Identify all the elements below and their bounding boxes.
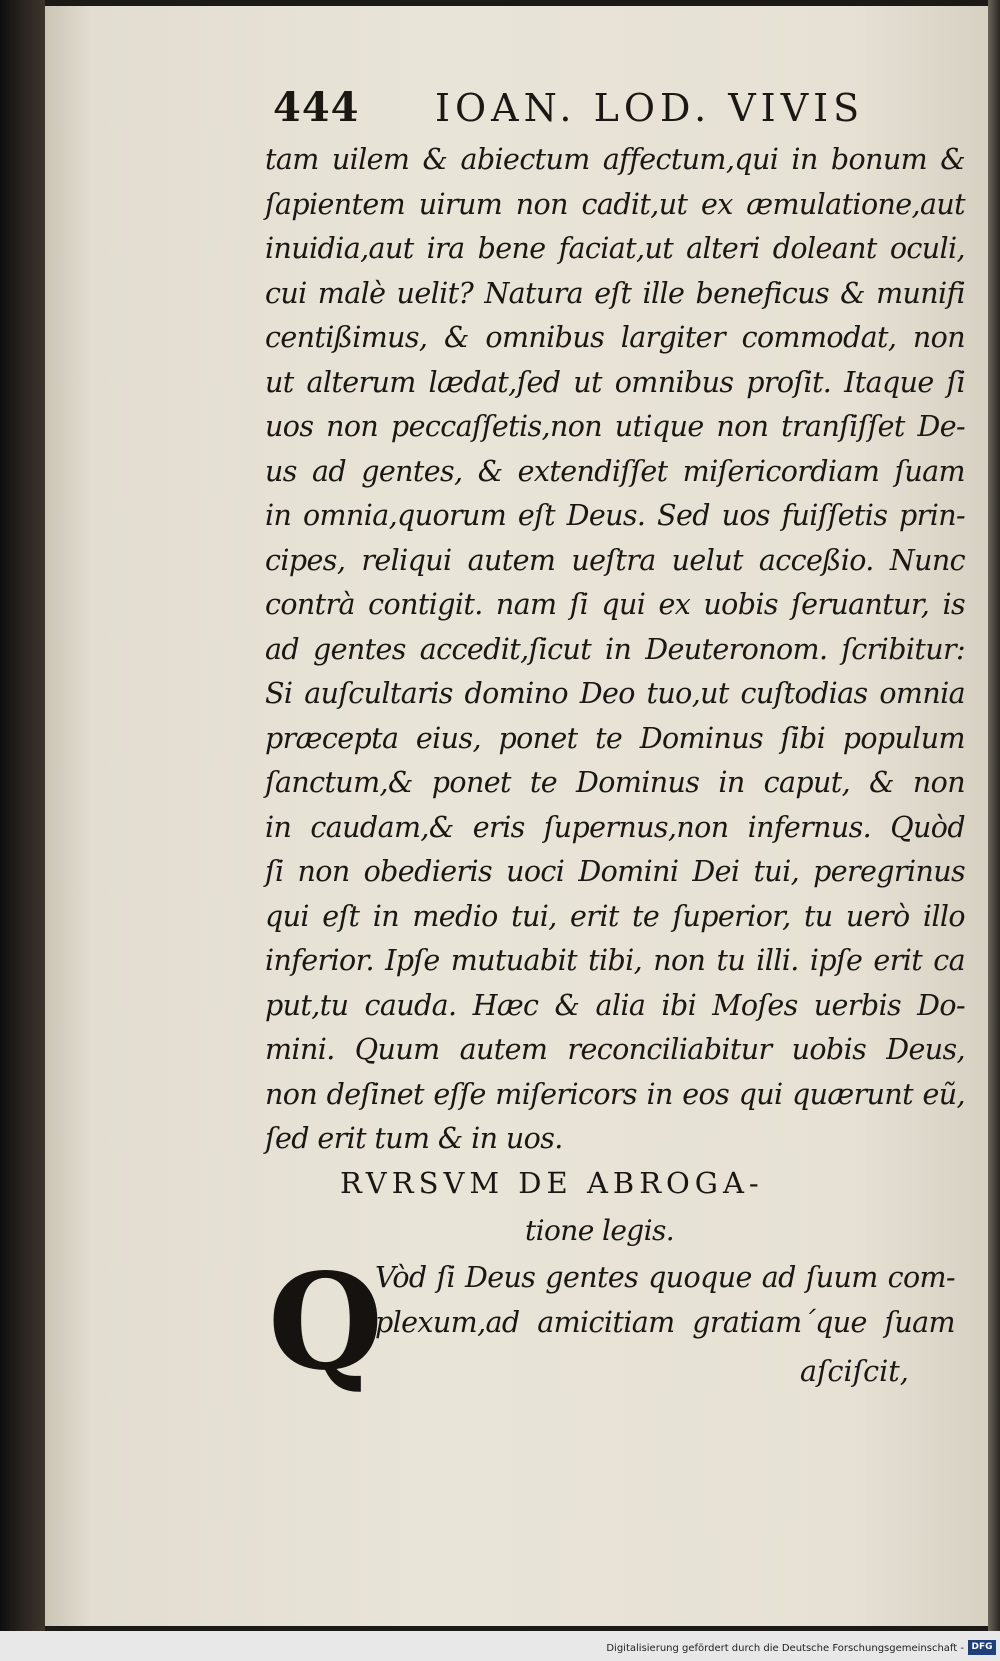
- book-spine: [0, 0, 45, 1631]
- text-line: in omnia,quorum eſt Deus. Sed uos fuiſſetis prin-: [265, 499, 965, 532]
- paragraph-two: [375, 1256, 955, 1345]
- text-line: put,tu cauda. Hæc & alia ibi Moſes uerbis Do-: [265, 988, 965, 1022]
- text-line: ſi non obedieris uoci Domini Dei tui, peregrinus: [265, 855, 965, 888]
- text-line: contrà contigit. nam ſi qui ex uobis ſeruantur, is: [265, 588, 965, 621]
- text-line: us ad gentes, & extendiſſet miſericordiam ſuam: [265, 454, 965, 488]
- digitization-credit: Digitalisierung gefördert durch die Deutsche Forschungsgemeinschaft -: [606, 1643, 964, 1654]
- section-heading: [340, 1166, 900, 1247]
- text-line: præcepta eius, ponet te Dominus ſibi populum: [265, 721, 965, 755]
- drop-cap: Q: [268, 1245, 383, 1400]
- text-line: ſapientem uirum non cadit,ut ex æmulatione,aut: [265, 187, 965, 221]
- page-header: [273, 84, 873, 134]
- text-line: ſed erit tum & in uos.: [265, 1122, 563, 1155]
- text-line: mini. Quum autem reconciliabitur uobis Deus,: [265, 1033, 965, 1066]
- text-line: uos non peccaſſetis,non utique non tranſiſſet De-: [265, 410, 965, 443]
- text-line: Si auſcultaris domino Deo tuo,ut cuſtodias omnia: [265, 677, 965, 710]
- catchword: aſciſcit,: [800, 1355, 909, 1388]
- text-line: non deſinet eſſe miſericors in eos qui quærunt eũ,: [265, 1077, 965, 1111]
- dfg-logo: DFG: [968, 1640, 996, 1655]
- text-line: plexum,ad amicitiam gratiam´que ſuam: [375, 1305, 955, 1339]
- text-line: ad gentes accedit,ſicut in Deuteronom. ſcribitur:: [265, 632, 965, 666]
- page-edge-shadow: [988, 0, 1000, 1631]
- text-line: in caudam,& eris ſupernus,non infernus. Quòd: [265, 810, 965, 844]
- text-line: cui malè uelit? Natura eſt ille beneficus & munifi: [265, 276, 965, 310]
- section-heading-line2: tione legis.: [525, 1214, 675, 1247]
- text-line: inuidia,aut ira bene faciat,ut alteri doleant oculi,: [265, 232, 965, 265]
- text-line: ſanctum,& ponet te Dominus in caput, & non: [265, 766, 965, 799]
- text-line: Vòd ſi Deus gentes quoque ad ſuum com-: [375, 1261, 955, 1294]
- section-heading-line1: RVRSVM DE ABROGA-: [340, 1166, 764, 1200]
- text-line: centißimus, & omnibus largiter commodat, non: [265, 321, 965, 354]
- running-head: IOAN. LOD. VIVIS: [435, 86, 865, 130]
- main-text-block: [265, 138, 965, 1162]
- text-line: inferior. Ipſe mutuabit tibi, non tu illi. ipſe erit ca: [265, 944, 965, 977]
- text-line: cipes, reliqui autem ueſtra uelut acceßio. Nunc: [265, 543, 965, 577]
- page-number: 444: [273, 84, 360, 131]
- text-line: ut alterum lædat,ſed ut omnibus proſit. Itaque ſi: [265, 365, 965, 399]
- text-line: tam uilem & abiectum affectum,qui in bonum &: [265, 143, 965, 176]
- text-line: qui eſt in medio tui, erit te ſuperior, tu uerò illo: [265, 899, 965, 933]
